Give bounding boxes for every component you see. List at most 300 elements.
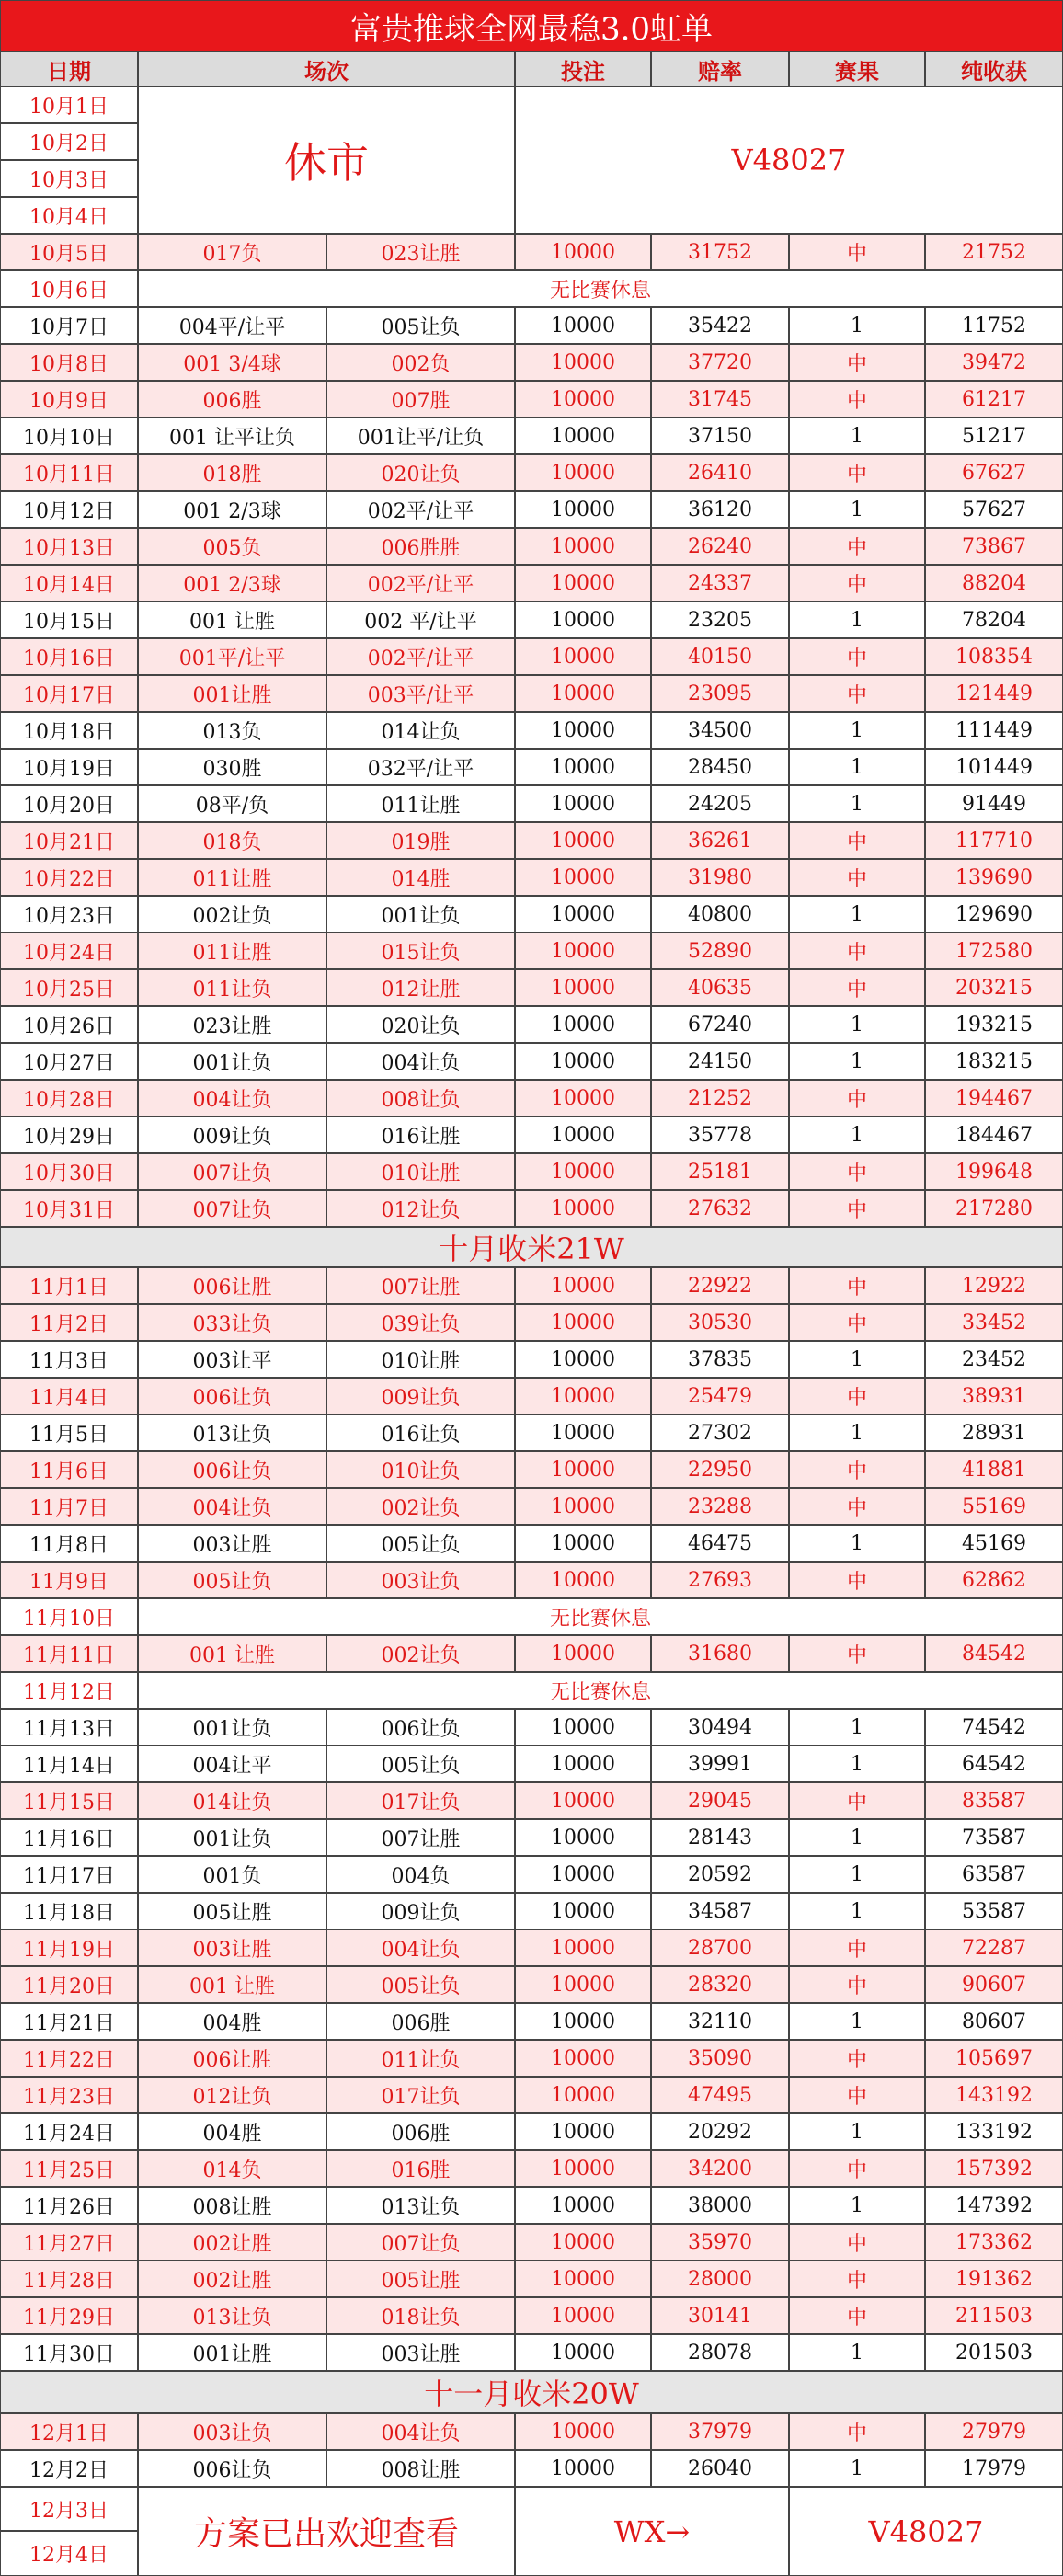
result-cell: 中 — [789, 1782, 925, 1819]
match-2-cell: 002让负 — [326, 1488, 515, 1525]
date-cell: 11月11日 — [0, 1635, 138, 1672]
date-cell: 11月27日 — [0, 2224, 138, 2261]
column-header: 赔率 — [651, 52, 789, 86]
net-cell: 101449 — [925, 749, 1063, 785]
net-cell: 73587 — [925, 1819, 1063, 1856]
match-2-cell: 020让负 — [326, 1006, 515, 1043]
bet-cell: 10000 — [515, 2224, 651, 2261]
result-cell: 1 — [789, 1856, 925, 1893]
odds-cell: 23205 — [651, 601, 789, 638]
result-cell: 1 — [789, 1116, 925, 1153]
match-1-cell: 004胜 — [138, 2113, 326, 2150]
date-cell: 10月19日 — [0, 749, 138, 785]
bet-cell: 10000 — [515, 1635, 651, 1672]
date-cell: 11月10日 — [0, 1598, 138, 1635]
odds-cell: 26410 — [651, 454, 789, 491]
match-1-cell: 003让平 — [138, 1341, 326, 1378]
net-cell: 203215 — [925, 969, 1063, 1006]
result-cell: 1 — [789, 1006, 925, 1043]
date-cell: 10月27日 — [0, 1043, 138, 1080]
net-cell: 194467 — [925, 1080, 1063, 1116]
bet-cell: 10000 — [515, 712, 651, 749]
match-2-cell: 001让平/让负 — [326, 418, 515, 454]
net-cell: 67627 — [925, 454, 1063, 491]
result-cell: 中 — [789, 2297, 925, 2334]
match-1-cell: 014负 — [138, 2150, 326, 2187]
match-2-cell: 017让负 — [326, 1782, 515, 1819]
result-cell: 1 — [789, 2334, 925, 2371]
net-cell: 51217 — [925, 418, 1063, 454]
match-2-cell: 010让负 — [326, 1451, 515, 1488]
match-1-cell: 003让胜 — [138, 1929, 326, 1966]
match-2-cell: 006胜 — [326, 2003, 515, 2040]
match-1-cell: 08平/负 — [138, 785, 326, 822]
match-1-cell: 004平/让平 — [138, 307, 326, 344]
net-cell: 83587 — [925, 1782, 1063, 1819]
match-1-cell: 001平/让平 — [138, 638, 326, 675]
odds-cell: 39991 — [651, 1746, 789, 1782]
date-cell: 11月26日 — [0, 2187, 138, 2224]
date-cell: 10月3日 — [0, 160, 138, 197]
match-2-cell: 002负 — [326, 344, 515, 381]
match-1-cell: 003让胜 — [138, 1525, 326, 1562]
net-cell: 217280 — [925, 1190, 1063, 1227]
match-1-cell: 005负 — [138, 528, 326, 565]
odds-cell: 23095 — [651, 675, 789, 712]
date-cell: 10月25日 — [0, 969, 138, 1006]
bet-cell: 10000 — [515, 1267, 651, 1304]
column-header: 投注 — [515, 52, 651, 86]
result-cell: 1 — [789, 1709, 925, 1746]
match-1-cell: 009让负 — [138, 1116, 326, 1153]
result-cell: 1 — [789, 896, 925, 933]
date-cell: 11月25日 — [0, 2150, 138, 2187]
market-closed-label: 休市 — [138, 86, 515, 234]
odds-cell: 22922 — [651, 1267, 789, 1304]
bet-cell: 10000 — [515, 1043, 651, 1080]
result-cell: 中 — [789, 638, 925, 675]
match-2-cell: 005让负 — [326, 1525, 515, 1562]
odds-cell: 36120 — [651, 491, 789, 528]
odds-cell: 28450 — [651, 749, 789, 785]
odds-cell: 52890 — [651, 933, 789, 969]
net-cell: 39472 — [925, 344, 1063, 381]
bet-cell: 10000 — [515, 418, 651, 454]
date-cell: 11月8日 — [0, 1525, 138, 1562]
match-2-cell: 011让胜 — [326, 785, 515, 822]
match-2-cell: 002平/让平 — [326, 565, 515, 601]
date-cell: 10月4日 — [0, 197, 138, 234]
date-cell: 10月30日 — [0, 1153, 138, 1190]
match-2-cell: 001让负 — [326, 896, 515, 933]
odds-cell: 27632 — [651, 1190, 789, 1227]
bet-cell: 10000 — [515, 454, 651, 491]
odds-cell: 26040 — [651, 2450, 789, 2487]
result-cell: 中 — [789, 2261, 925, 2297]
net-cell: 74542 — [925, 1709, 1063, 1746]
match-1-cell: 001负 — [138, 1856, 326, 1893]
result-cell: 1 — [789, 601, 925, 638]
match-2-cell: 006让负 — [326, 1709, 515, 1746]
bet-cell: 10000 — [515, 2413, 651, 2450]
odds-cell: 30494 — [651, 1709, 789, 1746]
result-cell: 中 — [789, 1080, 925, 1116]
date-cell: 10月1日 — [0, 86, 138, 123]
match-1-cell: 003让负 — [138, 2413, 326, 2450]
date-cell: 10月23日 — [0, 896, 138, 933]
date-cell: 10月13日 — [0, 528, 138, 565]
net-cell: 62862 — [925, 1562, 1063, 1598]
odds-cell: 20292 — [651, 2113, 789, 2150]
odds-cell: 31752 — [651, 234, 789, 270]
date-cell: 12月1日 — [0, 2413, 138, 2450]
odds-cell: 28143 — [651, 1819, 789, 1856]
net-cell: 201503 — [925, 2334, 1063, 2371]
date-cell: 12月3日 — [0, 2487, 138, 2531]
result-cell: 1 — [789, 307, 925, 344]
match-1-cell: 008让胜 — [138, 2187, 326, 2224]
date-cell: 10月7日 — [0, 307, 138, 344]
bet-cell: 10000 — [515, 234, 651, 270]
net-cell: 184467 — [925, 1116, 1063, 1153]
net-cell: 78204 — [925, 601, 1063, 638]
net-cell: 84542 — [925, 1635, 1063, 1672]
net-cell: 91449 — [925, 785, 1063, 822]
match-2-cell: 012让负 — [326, 1190, 515, 1227]
net-cell: 172580 — [925, 933, 1063, 969]
match-2-cell: 010让胜 — [326, 1341, 515, 1378]
net-cell: 28931 — [925, 1414, 1063, 1451]
result-cell: 中 — [789, 2413, 925, 2450]
result-cell: 中 — [789, 675, 925, 712]
match-2-cell: 007让负 — [326, 2224, 515, 2261]
odds-cell: 40150 — [651, 638, 789, 675]
match-2-cell: 020让负 — [326, 454, 515, 491]
result-cell: 中 — [789, 969, 925, 1006]
match-2-cell: 015让负 — [326, 933, 515, 969]
bet-cell: 10000 — [515, 638, 651, 675]
bet-cell: 10000 — [515, 528, 651, 565]
net-cell: 129690 — [925, 896, 1063, 933]
match-1-cell: 006胜 — [138, 381, 326, 418]
bet-cell: 10000 — [515, 2040, 651, 2077]
result-cell: 1 — [789, 2450, 925, 2487]
bet-cell: 10000 — [515, 1746, 651, 1782]
date-cell: 10月12日 — [0, 491, 138, 528]
net-cell: 45169 — [925, 1525, 1063, 1562]
bet-cell: 10000 — [515, 1153, 651, 1190]
result-cell: 1 — [789, 2187, 925, 2224]
match-1-cell: 005让负 — [138, 1562, 326, 1598]
odds-cell: 28000 — [651, 2261, 789, 2297]
odds-cell: 31745 — [651, 381, 789, 418]
match-1-cell: 004胜 — [138, 2003, 326, 2040]
date-cell: 10月29日 — [0, 1116, 138, 1153]
net-cell: 111449 — [925, 712, 1063, 749]
match-1-cell: 006让负 — [138, 1451, 326, 1488]
result-cell: 中 — [789, 2040, 925, 2077]
result-cell: 1 — [789, 1893, 925, 1929]
date-cell: 11月12日 — [0, 1672, 138, 1709]
column-header: 纯收获 — [925, 52, 1063, 86]
date-cell: 10月9日 — [0, 381, 138, 418]
odds-cell: 40635 — [651, 969, 789, 1006]
match-2-cell: 014胜 — [326, 859, 515, 896]
net-cell: 12922 — [925, 1267, 1063, 1304]
match-1-cell: 001 2/3球 — [138, 491, 326, 528]
net-cell: 90607 — [925, 1966, 1063, 2003]
net-cell: 27979 — [925, 2413, 1063, 2450]
bet-cell: 10000 — [515, 1929, 651, 1966]
match-2-cell: 003让胜 — [326, 2334, 515, 2371]
odds-cell: 46475 — [651, 1525, 789, 1562]
result-cell: 中 — [789, 344, 925, 381]
odds-cell: 28078 — [651, 2334, 789, 2371]
bet-cell: 10000 — [515, 2450, 651, 2487]
bet-cell: 10000 — [515, 2297, 651, 2334]
match-1-cell: 004让负 — [138, 1488, 326, 1525]
date-cell: 10月17日 — [0, 675, 138, 712]
result-cell: 中 — [789, 1267, 925, 1304]
net-cell: 117710 — [925, 822, 1063, 859]
match-2-cell: 014让负 — [326, 712, 515, 749]
date-cell: 11月13日 — [0, 1709, 138, 1746]
date-cell: 11月6日 — [0, 1451, 138, 1488]
match-2-cell: 016让胜 — [326, 1116, 515, 1153]
match-1-cell: 002让胜 — [138, 2224, 326, 2261]
result-cell: 中 — [789, 1635, 925, 1672]
odds-cell: 47495 — [651, 2077, 789, 2113]
date-cell: 10月2日 — [0, 123, 138, 160]
bet-cell: 10000 — [515, 859, 651, 896]
no-match-rest: 无比赛休息 — [138, 270, 1063, 307]
column-header: 赛果 — [789, 52, 925, 86]
match-2-cell: 006胜 — [326, 2113, 515, 2150]
match-2-cell: 012让胜 — [326, 969, 515, 1006]
odds-cell: 34587 — [651, 1893, 789, 1929]
date-cell: 11月23日 — [0, 2077, 138, 2113]
date-cell: 10月8日 — [0, 344, 138, 381]
match-2-cell: 010让胜 — [326, 1153, 515, 1190]
odds-cell: 37979 — [651, 2413, 789, 2450]
bet-cell: 10000 — [515, 565, 651, 601]
match-2-cell: 007胜 — [326, 381, 515, 418]
result-cell: 中 — [789, 1378, 925, 1414]
date-cell: 11月22日 — [0, 2040, 138, 2077]
net-cell: 193215 — [925, 1006, 1063, 1043]
date-cell: 12月2日 — [0, 2450, 138, 2487]
net-cell: 41881 — [925, 1451, 1063, 1488]
bet-cell: 10000 — [515, 2003, 651, 2040]
contact-code: V48027 — [515, 86, 1063, 234]
result-cell: 中 — [789, 1190, 925, 1227]
date-cell: 10月6日 — [0, 270, 138, 307]
match-2-cell: 004让负 — [326, 1929, 515, 1966]
match-2-cell: 019胜 — [326, 822, 515, 859]
result-cell: 中 — [789, 859, 925, 896]
match-1-cell: 006让负 — [138, 1378, 326, 1414]
november-summary: 十一月收米20W — [0, 2371, 1063, 2413]
result-cell: 1 — [789, 1043, 925, 1080]
match-1-cell: 001 让胜 — [138, 1966, 326, 2003]
match-1-cell: 011让胜 — [138, 859, 326, 896]
bet-cell: 10000 — [515, 1304, 651, 1341]
odds-cell: 34200 — [651, 2150, 789, 2187]
match-2-cell: 004负 — [326, 1856, 515, 1893]
date-cell: 10月14日 — [0, 565, 138, 601]
odds-cell: 35422 — [651, 307, 789, 344]
bet-cell: 10000 — [515, 1966, 651, 2003]
match-2-cell: 007让胜 — [326, 1819, 515, 1856]
date-cell: 10月28日 — [0, 1080, 138, 1116]
bet-cell: 10000 — [515, 2187, 651, 2224]
match-1-cell: 004让负 — [138, 1080, 326, 1116]
odds-cell: 37150 — [651, 418, 789, 454]
october-summary: 十月收米21W — [0, 1227, 1063, 1267]
odds-cell: 21252 — [651, 1080, 789, 1116]
result-cell: 1 — [789, 2113, 925, 2150]
bet-cell: 10000 — [515, 785, 651, 822]
net-cell: 33452 — [925, 1304, 1063, 1341]
no-match-rest: 无比赛休息 — [138, 1672, 1063, 1709]
date-cell: 10月31日 — [0, 1190, 138, 1227]
result-cell: 1 — [789, 1414, 925, 1451]
result-cell: 中 — [789, 381, 925, 418]
date-cell: 11月21日 — [0, 2003, 138, 2040]
date-cell: 11月29日 — [0, 2297, 138, 2334]
odds-cell: 24150 — [651, 1043, 789, 1080]
bet-cell: 10000 — [515, 344, 651, 381]
net-cell: 55169 — [925, 1488, 1063, 1525]
date-cell: 10月5日 — [0, 234, 138, 270]
match-2-cell: 005让负 — [326, 1966, 515, 2003]
odds-cell: 28320 — [651, 1966, 789, 2003]
match-2-cell: 032平/让平 — [326, 749, 515, 785]
match-1-cell: 001让负 — [138, 1043, 326, 1080]
match-2-cell: 009让负 — [326, 1378, 515, 1414]
odds-cell: 37835 — [651, 1341, 789, 1378]
bet-cell: 10000 — [515, 1709, 651, 1746]
net-cell: 108354 — [925, 638, 1063, 675]
result-cell: 中 — [789, 1304, 925, 1341]
bet-cell: 10000 — [515, 1378, 651, 1414]
match-1-cell: 002让负 — [138, 896, 326, 933]
bet-cell: 10000 — [515, 675, 651, 712]
bet-cell: 10000 — [515, 1488, 651, 1525]
date-cell: 10月11日 — [0, 454, 138, 491]
date-cell: 11月24日 — [0, 2113, 138, 2150]
match-2-cell: 004让负 — [326, 1043, 515, 1080]
odds-cell: 32110 — [651, 2003, 789, 2040]
match-2-cell: 006胜胜 — [326, 528, 515, 565]
match-2-cell: 018让负 — [326, 2297, 515, 2334]
net-cell: 199648 — [925, 1153, 1063, 1190]
net-cell: 63587 — [925, 1856, 1063, 1893]
odds-cell: 67240 — [651, 1006, 789, 1043]
result-cell: 中 — [789, 1488, 925, 1525]
match-1-cell: 013负 — [138, 712, 326, 749]
date-cell: 10月10日 — [0, 418, 138, 454]
odds-cell: 35090 — [651, 2040, 789, 2077]
net-cell: 133192 — [925, 2113, 1063, 2150]
column-header: 场次 — [138, 52, 515, 86]
date-cell: 11月5日 — [0, 1414, 138, 1451]
net-cell: 17979 — [925, 2450, 1063, 2487]
promo-text: 方案已出欢迎查看 — [138, 2487, 515, 2576]
match-1-cell: 001让胜 — [138, 675, 326, 712]
result-cell: 1 — [789, 1746, 925, 1782]
match-2-cell: 013让负 — [326, 2187, 515, 2224]
no-match-rest: 无比赛休息 — [138, 1598, 1063, 1635]
contact-code-bottom: V48027 — [789, 2487, 1063, 2576]
result-cell: 中 — [789, 565, 925, 601]
match-1-cell: 011让胜 — [138, 933, 326, 969]
result-cell: 1 — [789, 785, 925, 822]
date-cell: 11月9日 — [0, 1562, 138, 1598]
match-1-cell: 006让负 — [138, 2450, 326, 2487]
odds-cell: 34500 — [651, 712, 789, 749]
date-cell: 10月24日 — [0, 933, 138, 969]
date-cell: 11月1日 — [0, 1267, 138, 1304]
net-cell: 64542 — [925, 1746, 1063, 1782]
result-cell: 1 — [789, 418, 925, 454]
result-cell: 中 — [789, 1451, 925, 1488]
match-1-cell: 001 让胜 — [138, 1635, 326, 1672]
match-2-cell: 002让负 — [326, 1635, 515, 1672]
date-cell: 11月7日 — [0, 1488, 138, 1525]
match-2-cell: 003让负 — [326, 1562, 515, 1598]
net-cell: 57627 — [925, 491, 1063, 528]
date-cell: 10月26日 — [0, 1006, 138, 1043]
bet-cell: 10000 — [515, 1562, 651, 1598]
date-cell: 11月2日 — [0, 1304, 138, 1341]
match-2-cell: 009让负 — [326, 1893, 515, 1929]
net-cell: 211503 — [925, 2297, 1063, 2334]
bet-cell: 10000 — [515, 1341, 651, 1378]
match-1-cell: 033让负 — [138, 1304, 326, 1341]
date-cell: 11月15日 — [0, 1782, 138, 1819]
bet-cell: 10000 — [515, 822, 651, 859]
odds-cell: 20592 — [651, 1856, 789, 1893]
result-cell: 中 — [789, 1929, 925, 1966]
match-1-cell: 001让负 — [138, 1709, 326, 1746]
match-2-cell: 008让胜 — [326, 2450, 515, 2487]
result-cell: 中 — [789, 2224, 925, 2261]
result-cell: 中 — [789, 454, 925, 491]
net-cell: 157392 — [925, 2150, 1063, 2187]
result-cell: 中 — [789, 933, 925, 969]
bet-cell: 10000 — [515, 1819, 651, 1856]
net-cell: 73867 — [925, 528, 1063, 565]
odds-cell: 26240 — [651, 528, 789, 565]
result-cell: 1 — [789, 1341, 925, 1378]
bet-cell: 10000 — [515, 2077, 651, 2113]
bet-cell: 10000 — [515, 749, 651, 785]
bet-cell: 10000 — [515, 491, 651, 528]
date-cell: 10月18日 — [0, 712, 138, 749]
result-cell: 1 — [789, 1525, 925, 1562]
bet-cell: 10000 — [515, 2261, 651, 2297]
match-2-cell: 002平/让平 — [326, 638, 515, 675]
match-1-cell: 014让负 — [138, 1782, 326, 1819]
match-1-cell: 004让平 — [138, 1746, 326, 1782]
match-2-cell: 002 平/让平 — [326, 601, 515, 638]
match-2-cell: 007让胜 — [326, 1267, 515, 1304]
net-cell: 173362 — [925, 2224, 1063, 2261]
date-cell: 11月3日 — [0, 1341, 138, 1378]
match-2-cell: 039让负 — [326, 1304, 515, 1341]
net-cell: 139690 — [925, 859, 1063, 896]
